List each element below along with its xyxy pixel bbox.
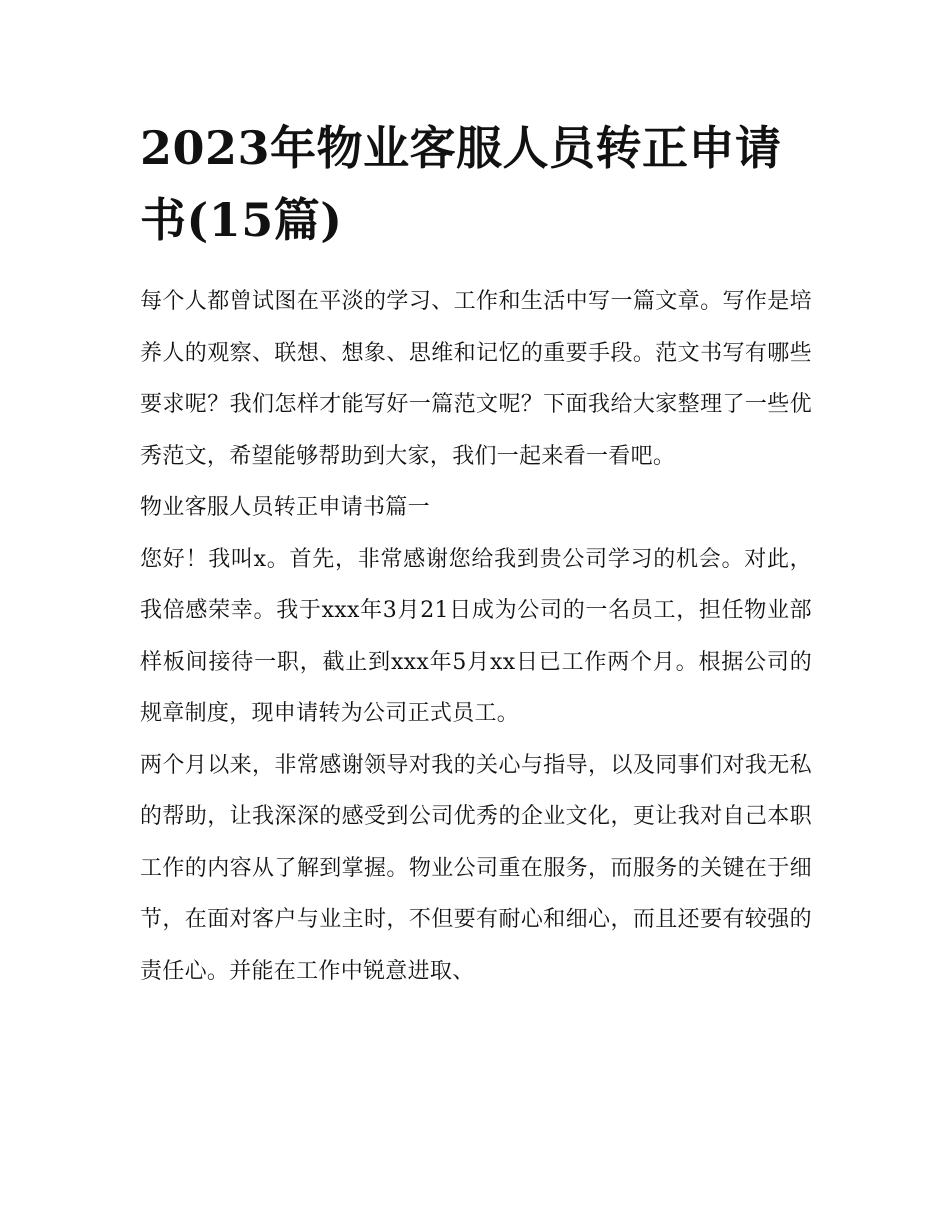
body-paragraph-2: 两个月以来，非常感谢领导对我的关心与指导，以及同事们对我无私的帮助，让我深深的感受到公司优秀的企业文化，更让我对自己本职工作的内容从了解到掌握。物业公司重在服务，而服务的关键在于细节，在面对客户与业主时，不但要有耐心和细心，而且还要有较强的责任心。并能在工作中锐意进取、 — [140, 752, 812, 984]
document-page — [140, 112, 812, 997]
intro-paragraph: 每个人都曾试图在平淡的学习、工作和生活中写一篇文章。写作是培养人的观察、联想、想象、思维和记忆的重要手段。范文书写有哪些要求呢？我们怎样才能写好一篇范文呢？下面我给大家整理了一些优秀范文，希望能够帮助到大家，我们一起来看一看吧。 — [140, 289, 812, 469]
body-paragraph-1: 您好！我叫x。首先，非常感谢您给我到贵公司学习的机会。对此，我倍感荣幸。我于xxx年3月21日成为公司的一名员工，担任物业部样板间接待一职，截止到xxx年5月xx日已工作两个月。根据公司的规章制度，现申请转为公司正式员工。 — [140, 546, 812, 726]
section-heading: 物业客服人员转正申请书篇一 — [140, 495, 430, 520]
document-title: 2023年物业客服人员转正申请书(15篇) — [140, 121, 782, 247]
